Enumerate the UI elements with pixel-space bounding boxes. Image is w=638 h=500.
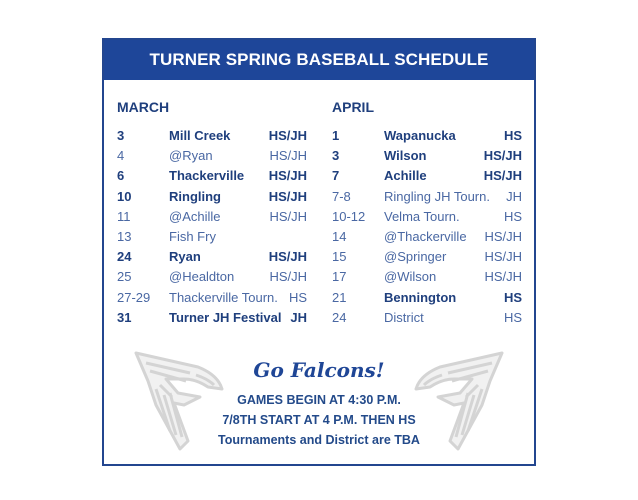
game-level: HS/JH [269, 269, 307, 285]
schedule-row [117, 288, 307, 308]
game-date: 25 [117, 269, 132, 285]
game-opponent: Ringling [169, 188, 221, 204]
game-opponent: @Springer [384, 249, 447, 265]
game-level: HS [503, 309, 522, 325]
game-date: 3 [332, 148, 340, 164]
game-level: HS/JH [268, 168, 307, 184]
tba-note: Tournaments and District are TBA [218, 433, 420, 447]
game-date: 31 [117, 309, 132, 325]
schedule-row [332, 267, 522, 287]
schedule-row [332, 227, 522, 247]
schedule-row [117, 166, 307, 186]
game-date: 14 [332, 229, 347, 244]
game-level: HS [503, 208, 522, 224]
game-opponent: Thackerville Tourn. [169, 289, 278, 305]
games-begin-note: GAMES BEGIN AT 4:30 P.M. [237, 393, 401, 407]
game-date: 6 [117, 168, 125, 184]
game-level: HS [288, 289, 307, 305]
game-level: JH [290, 309, 307, 325]
game-date: 27-29 [117, 289, 151, 305]
game-opponent: Thackerville [169, 168, 245, 184]
game-date: 11 [117, 208, 131, 224]
game-level: HS/JH [269, 148, 307, 164]
game-opponent: Wapanucka [384, 128, 456, 143]
game-opponent: Fish Fry [169, 229, 216, 244]
game-date: 3 [117, 128, 125, 143]
game-level: HS/JH [484, 229, 522, 244]
game-level: HS/JH [268, 188, 307, 204]
game-opponent: @Achille [169, 208, 221, 224]
schedule-row [332, 288, 522, 308]
schedule-row [117, 247, 307, 267]
schedule-row [332, 126, 522, 146]
go-falcons-slogan: Go Falcons! [253, 358, 385, 382]
schedule-row [117, 126, 307, 146]
game-opponent: Ryan [169, 249, 201, 265]
game-date: 17 [332, 269, 347, 285]
game-date: 10-12 [332, 208, 366, 224]
game-opponent: Mill Creek [169, 128, 231, 143]
april-heading: APRIL [332, 99, 374, 115]
schedule-row [117, 267, 307, 287]
game-opponent: @Wilson [384, 269, 437, 285]
game-date: 15 [332, 249, 347, 265]
schedule-row [117, 227, 307, 247]
schedule-header [104, 40, 534, 80]
game-opponent: Turner JH Festival [169, 309, 282, 325]
game-date: 10 [117, 188, 132, 204]
schedule-card [102, 38, 536, 466]
schedule-row [332, 247, 522, 267]
game-opponent: Ringling JH Tourn. [384, 188, 490, 204]
schedule-row [332, 308, 522, 328]
schedule-row [332, 187, 522, 207]
game-level: HS/JH [484, 249, 522, 265]
game-opponent: @Ryan [169, 148, 213, 164]
game-opponent: Bennington [384, 289, 457, 305]
game-level: HS/JH [268, 128, 307, 143]
game-level: HS/JH [483, 168, 522, 184]
schedule-row [332, 207, 522, 227]
game-opponent: @Healdton [169, 269, 235, 285]
march-heading: MARCH [117, 99, 170, 115]
game-opponent: District [384, 309, 424, 325]
schedule-row [117, 146, 307, 166]
game-level: HS/JH [484, 269, 522, 285]
schedule-row [332, 146, 522, 166]
game-date: 4 [117, 148, 125, 164]
game-opponent: Achille [384, 168, 427, 184]
game-opponent: Wilson [384, 148, 427, 164]
game-date: 24 [117, 249, 132, 265]
game-level: HS [503, 128, 522, 143]
schedule-row [117, 207, 307, 227]
game-level: HS/JH [483, 148, 522, 164]
game-date: 21 [332, 289, 347, 305]
game-date: 7 [332, 168, 340, 184]
game-date: 13 [117, 229, 132, 244]
game-date: 7-8 [332, 188, 351, 204]
schedule-row [117, 308, 307, 328]
game-level: HS [503, 289, 522, 305]
game-date: 24 [332, 309, 347, 325]
schedule-row [117, 187, 307, 207]
schedule-row [332, 166, 522, 186]
game-opponent: @Thackerville [384, 229, 467, 244]
game-date: 1 [332, 128, 340, 143]
game-level: JH [506, 188, 522, 204]
schedule-title: TURNER SPRING BASEBALL SCHEDULE [149, 50, 489, 69]
start-time-note: 7/8TH START AT 4 P.M. THEN HS [222, 413, 416, 427]
game-opponent: Velma Tourn. [384, 208, 460, 224]
game-level: HS/JH [268, 249, 307, 265]
game-level: HS/JH [269, 208, 307, 224]
